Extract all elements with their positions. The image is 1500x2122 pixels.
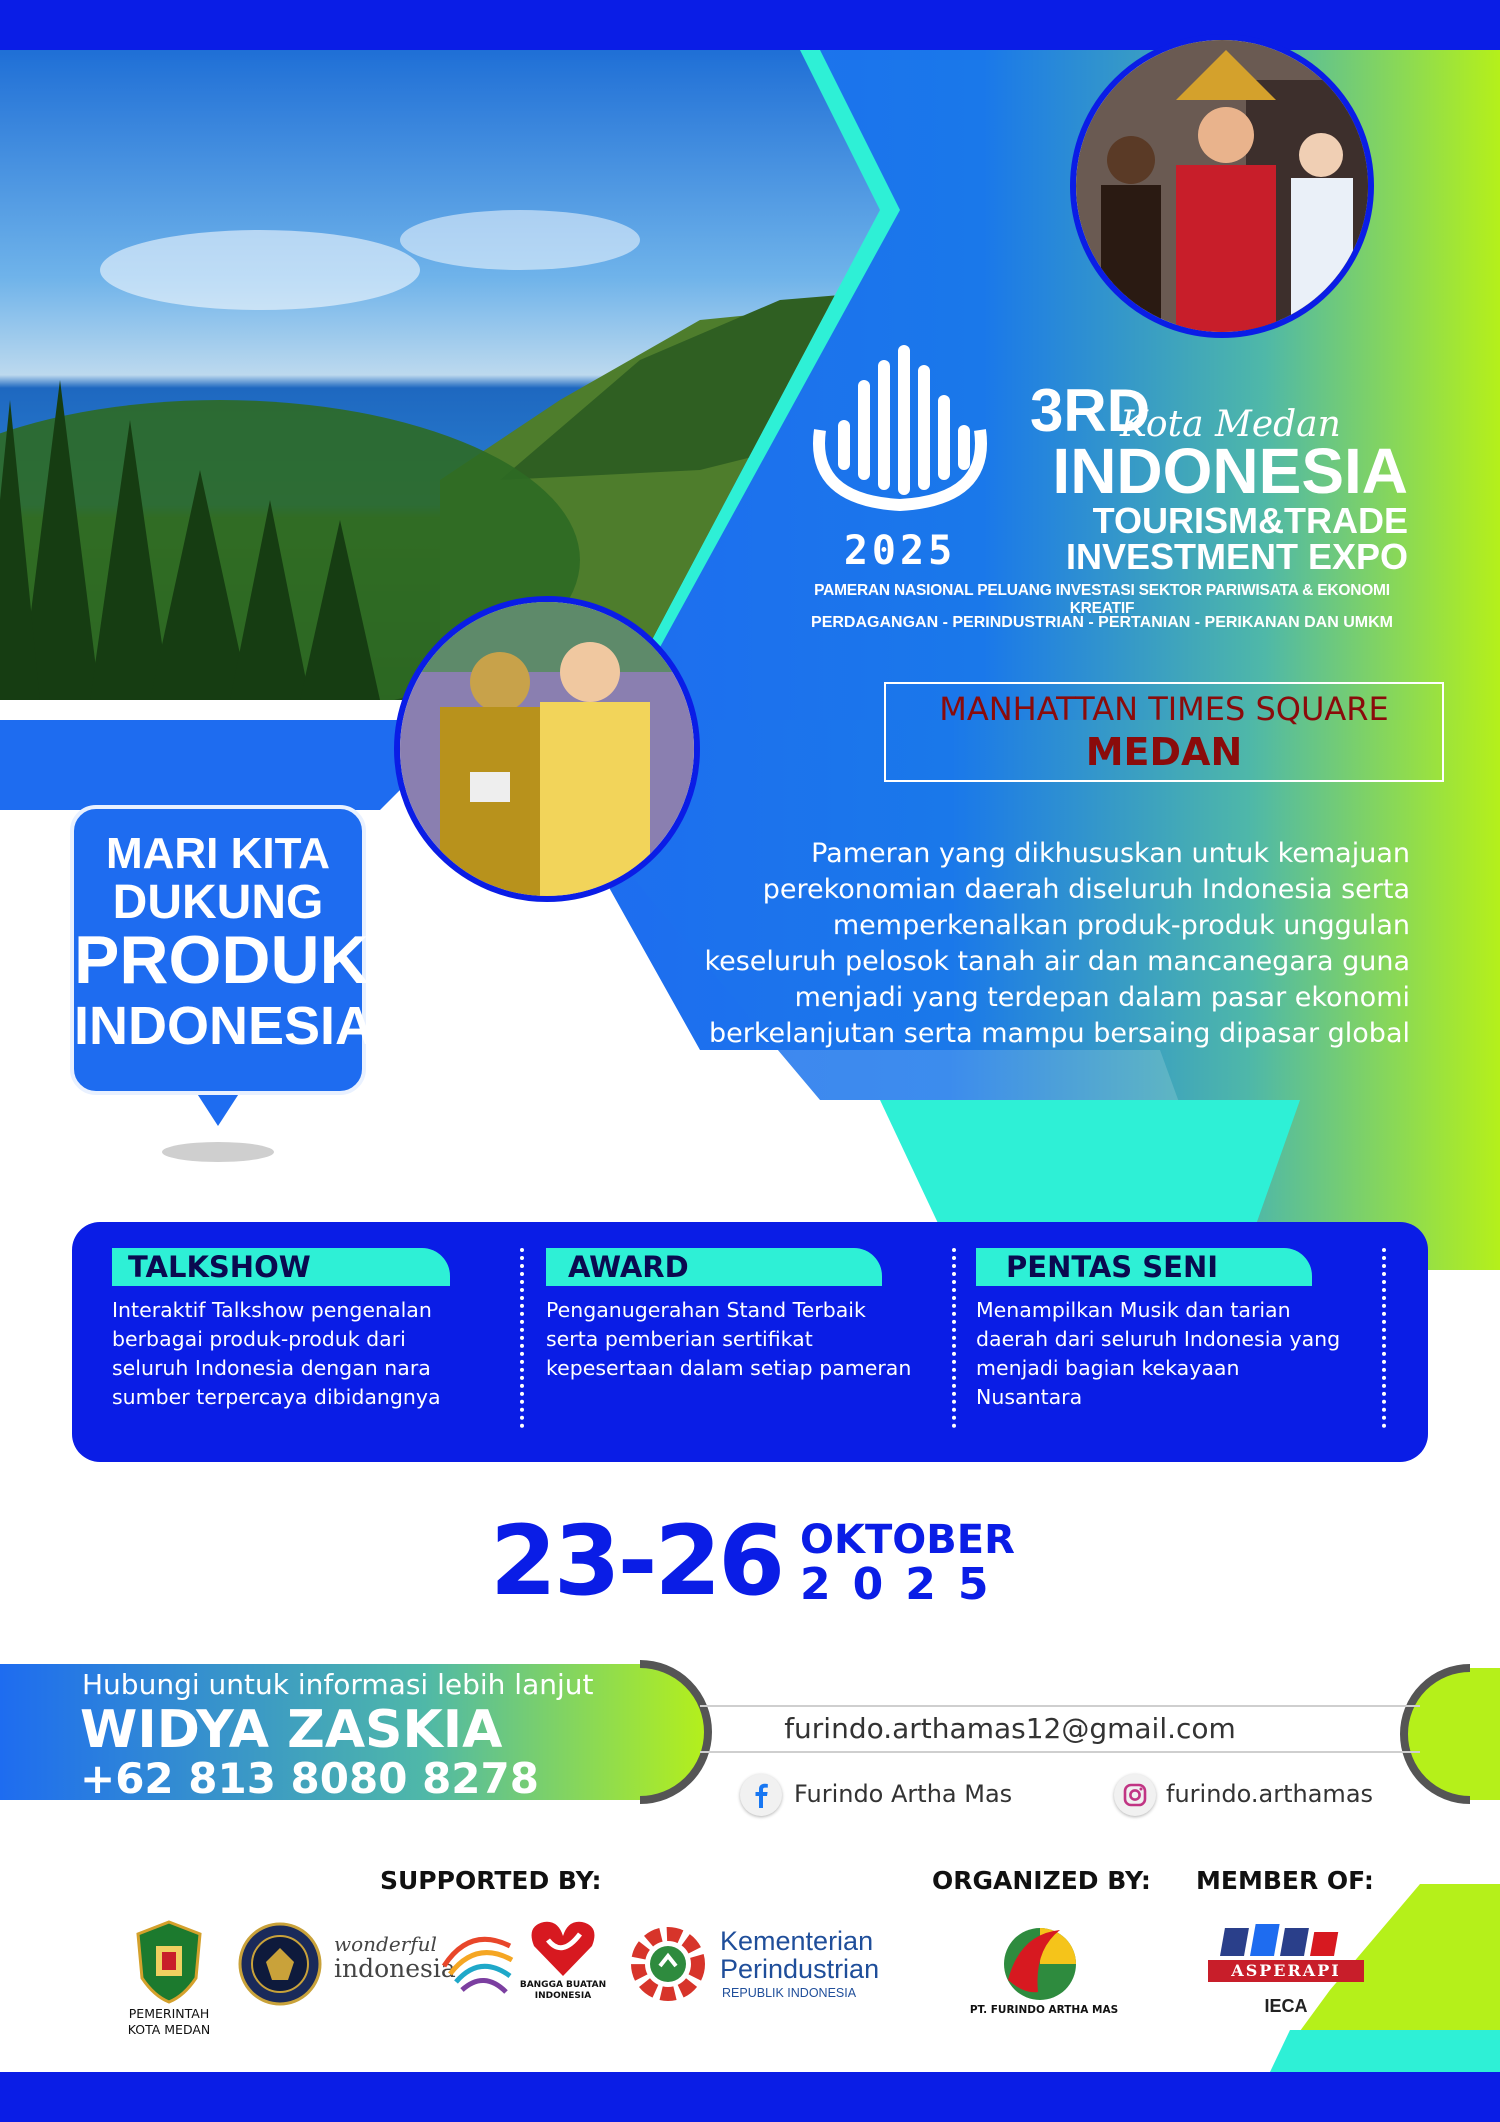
bubble-line-4: INDONESIA bbox=[74, 996, 375, 1056]
event-description bbox=[112, 1296, 492, 1412]
event-divider bbox=[1382, 1248, 1386, 1428]
kemenperin-gear-logo bbox=[626, 1922, 710, 2006]
event-line: kepesertaan dalam setiap pameran bbox=[546, 1356, 912, 1380]
description-line: perekonomian daerah diseluruh Indonesia serta bbox=[762, 874, 1410, 905]
top-bar bbox=[0, 0, 1500, 50]
facebook-handle[interactable]: Furindo Artha Mas bbox=[794, 1780, 1013, 1808]
event-title: PENTAS SENI bbox=[976, 1248, 1312, 1286]
event-line: Interaktif Talkshow pengenalan bbox=[112, 1298, 432, 1322]
description-line: Pameran yang dikhususkan untuk kemajuan bbox=[811, 838, 1410, 869]
bubble-line-1: MARI KITA bbox=[105, 829, 331, 878]
organizer-caption: PT. FURINDO ARTHA MAS bbox=[969, 2004, 1119, 2016]
instagram-icon[interactable] bbox=[1114, 1774, 1156, 1816]
description-line: menjadi yang terdepan dalam pasar ekonomi bbox=[794, 982, 1410, 1013]
instagram-handle[interactable]: furindo.arthamas bbox=[1166, 1780, 1374, 1808]
event-line: Menampilkan Musik dan tarian bbox=[976, 1298, 1291, 1322]
photo-cultural-performers-art bbox=[1076, 40, 1368, 332]
bubble-line-3: PRODUK bbox=[74, 922, 369, 998]
expo-subtitle-1: PAMERAN NASIONAL PELUANG INVESTASI SEKTOR PARIWISATA & EKONOMI KREATIF bbox=[814, 582, 1390, 617]
expo-edition: 3RD bbox=[1030, 377, 1151, 444]
event-month: OKTOBER bbox=[800, 1517, 1015, 1563]
wonderful-indonesia-bird-logo bbox=[440, 1926, 516, 2000]
contact-phone[interactable]: +62 813 8080 8278 bbox=[80, 1754, 539, 1803]
photo-cultural-performers bbox=[1070, 34, 1374, 338]
event-line: menjadi bagian kekayaan bbox=[976, 1356, 1240, 1380]
event-line: seluruh Indonesia dengan nara bbox=[112, 1356, 431, 1380]
bangga-buatan-caption bbox=[508, 1980, 618, 2002]
kemenperin-text-2: Perindustrian bbox=[720, 1954, 880, 1984]
event-description bbox=[976, 1296, 1376, 1412]
facebook-icon[interactable] bbox=[740, 1774, 782, 1816]
description-line: memperkenalkan produk-produk unggulan bbox=[832, 910, 1410, 941]
venue-name: MANHATTAN TIMES SQUARE bbox=[939, 690, 1389, 728]
event-line: Penganugerahan Stand Terbaik bbox=[546, 1298, 866, 1322]
expo-subtitle-2: PERDAGANGAN - PERINDUSTRIAN - PERTANIAN - PERIKANAN DAN UMKM bbox=[811, 614, 1393, 631]
event-line: berbagai produk-produk dari bbox=[112, 1327, 406, 1351]
furindo-artha-mas-logo bbox=[994, 1920, 1086, 2006]
venue-box bbox=[884, 682, 1444, 782]
event-title: TALKSHOW bbox=[112, 1248, 450, 1286]
expo-description bbox=[600, 836, 1410, 1052]
kemenperin-text-3: REPUBLIK INDONESIA bbox=[722, 1986, 857, 2000]
pemkot-medan-logo bbox=[134, 1920, 204, 2004]
bubble-line-2: DUKUNG bbox=[112, 876, 324, 929]
events-panel bbox=[72, 1222, 1428, 1462]
description-line: berkelanjutan serta mampu bersaing dipasar global bbox=[709, 1018, 1410, 1049]
event-divider bbox=[952, 1248, 956, 1428]
supported-by-heading: SUPPORTED BY: bbox=[380, 1866, 602, 1895]
event-line: daerah dari seluruh Indonesia yang bbox=[976, 1327, 1341, 1351]
caption-line: KOTA MEDAN bbox=[127, 2022, 211, 2037]
contact-name: WIDYA ZASKIA bbox=[80, 1700, 503, 1760]
expo-title-indonesia: INDONESIA bbox=[1052, 435, 1408, 507]
event-line: sumber terpercaya dibidangnya bbox=[112, 1385, 441, 1409]
wonderful-indonesia-text-2: indonesia bbox=[334, 1954, 456, 1983]
expo-title-tourism-trade: TOURISM&TRADE bbox=[1092, 500, 1408, 541]
event-award bbox=[546, 1248, 946, 1383]
event-divider bbox=[520, 1248, 524, 1428]
caption-line: INDONESIA bbox=[534, 1991, 592, 2001]
kemenperin-text-1: Kementerian bbox=[720, 1926, 874, 1956]
event-title: AWARD bbox=[546, 1248, 882, 1286]
event-pentas-seni bbox=[976, 1248, 1376, 1412]
contact-label: Hubungi untuk informasi lebih lanjut bbox=[82, 1668, 594, 1701]
asperapi-text: ASPERAPI bbox=[1231, 1961, 1341, 1980]
caption-line: BANGGA BUATAN bbox=[519, 1980, 607, 1990]
support-bubble bbox=[70, 805, 375, 1095]
event-description bbox=[546, 1296, 946, 1383]
organized-by-heading: ORGANIZED BY: bbox=[932, 1866, 1151, 1895]
event-line: Nusantara bbox=[976, 1385, 1083, 1409]
expo-title-investment: INVESTMENT EXPO bbox=[1065, 536, 1408, 577]
contact-email[interactable]: furindo.arthamas12@gmail.com bbox=[784, 1712, 1236, 1745]
event-dates: 23-26 bbox=[490, 1505, 783, 1617]
event-talkshow bbox=[112, 1248, 492, 1412]
expo-city-script: Kota Medan bbox=[1120, 404, 1341, 445]
ministry-seal-logo bbox=[238, 1922, 322, 2006]
bottom-bar bbox=[0, 2072, 1500, 2122]
pemkot-medan-caption bbox=[104, 2006, 234, 2038]
expo-year: 2025 bbox=[843, 528, 957, 574]
caption-line: PEMERINTAH bbox=[128, 2006, 210, 2021]
bangga-buatan-indonesia-logo bbox=[528, 1918, 598, 1980]
event-year: 2025 bbox=[800, 1559, 1011, 1610]
ieca-text: IECA bbox=[1264, 1996, 1308, 2016]
wonderful-indonesia-text-1: wonderful bbox=[334, 1932, 437, 1956]
description-line: keseluruh pelosok tanah air dan mancanegara guna bbox=[704, 946, 1410, 977]
member-of-heading: MEMBER OF: bbox=[1196, 1866, 1374, 1895]
event-line: serta pemberian sertifikat bbox=[546, 1327, 813, 1351]
venue-city: MEDAN bbox=[1085, 730, 1243, 774]
